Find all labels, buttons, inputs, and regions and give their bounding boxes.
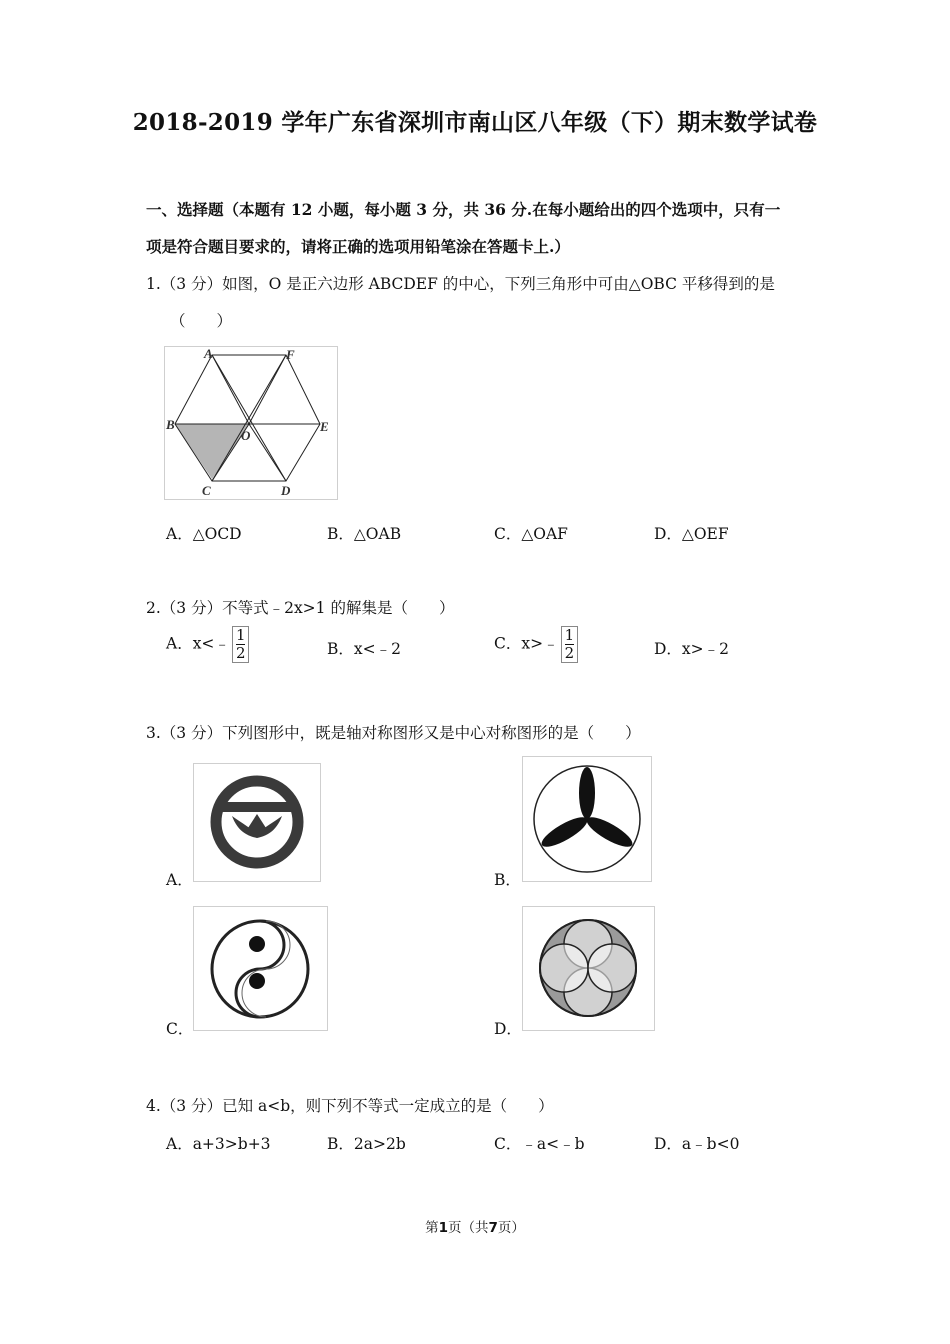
q3-stem: 3.（3 分）下列图形中，既是轴对称图形又是中心对称图形的是（ ） (146, 724, 641, 742)
q2-option-d[interactable]: D．x>﹣2 (654, 640, 730, 658)
q1-stem-line1: 1.（3 分）如图，O 是正六边形 ABCDEF 的中心，下列三角形中可由△OBC 平移得到的是 (146, 275, 775, 293)
section-heading-line1: 一、选择题（本题有 12 小题，每小题 3 分，共 36 分.在每小题给出的四个选项中，只有一 (146, 200, 781, 219)
q2-option-a-prefix: A．x<﹣ (166, 634, 230, 653)
label-f: F (286, 347, 295, 362)
q3-figure-a[interactable] (193, 763, 321, 882)
footer-post: 页） (497, 1220, 525, 1236)
circle-emblem-icon (194, 764, 320, 881)
shaded-triangle-obc (175, 424, 249, 479)
q1-hexagon-figure (164, 346, 338, 500)
three-leaf-icon (523, 757, 651, 881)
q2-option-c-prefix: C．x>﹣ (494, 634, 559, 653)
label-c: C (202, 483, 211, 498)
yin-yang-icon (194, 907, 327, 1030)
footer-page-number: 1 (438, 1220, 448, 1236)
q3-option-c-label[interactable]: C． (166, 1020, 194, 1038)
q2-option-a[interactable] (166, 626, 249, 663)
q1-option-a[interactable]: A．△OCD (166, 525, 242, 543)
label-e: E (320, 419, 329, 434)
hexagon-diagram (165, 347, 337, 499)
q1-stem-line2: （ ） (170, 312, 233, 330)
fraction (561, 626, 579, 663)
q3-option-b-label[interactable]: B． (494, 871, 521, 889)
page-title: 2018-2019 学年广东省深圳市南山区八年级（下）期末数学试卷 (132, 109, 818, 136)
q4-stem: 4.（3 分）已知 a<b，则下列不等式一定成立的是（ ） (146, 1097, 554, 1115)
q3-figure-c[interactable] (193, 906, 328, 1031)
q4-option-b[interactable]: B．2a>2b (327, 1135, 406, 1153)
footer-total-pages: 7 (488, 1220, 498, 1236)
q3-figure-b[interactable] (522, 756, 652, 882)
four-circle-flower-icon (523, 907, 654, 1030)
q4-option-d[interactable]: D．a﹣b<0 (654, 1135, 740, 1153)
q4-option-a[interactable]: A．a+3>b+3 (166, 1135, 271, 1153)
q4-option-c[interactable]: C．﹣a<﹣b (494, 1135, 585, 1153)
footer-mid: 页（共 (448, 1220, 489, 1236)
q2-option-b[interactable]: B．x<﹣2 (327, 640, 401, 658)
label-o: O (241, 428, 251, 443)
q2-stem: 2.（3 分）不等式﹣2x>1 的解集是（ ） (146, 599, 455, 617)
label-b: B (166, 417, 175, 432)
label-a: A (204, 347, 213, 361)
q3-option-a-label[interactable]: A． (166, 871, 193, 889)
q1-option-b[interactable]: B．△OAB (327, 525, 402, 543)
footer-pre: 第 (425, 1220, 439, 1236)
fraction-numerator: 1 (235, 626, 246, 644)
q1-option-c[interactable]: C．△OAF (494, 525, 568, 543)
fraction-denominator: 2 (235, 644, 246, 662)
q3-figure-d[interactable] (522, 906, 655, 1031)
fraction (232, 626, 250, 663)
q2-option-c[interactable] (494, 626, 578, 663)
fraction-denominator: 2 (564, 644, 575, 662)
q1-option-d[interactable]: D．△OEF (654, 525, 729, 543)
section-heading-line2: 项是符合题目要求的，请将正确的选项用铅笔涂在答题卡上.） (146, 237, 570, 256)
page-footer (0, 1216, 950, 1236)
q3-option-d-label[interactable]: D． (494, 1020, 522, 1038)
fraction-numerator: 1 (564, 626, 575, 644)
label-d: D (281, 483, 291, 498)
